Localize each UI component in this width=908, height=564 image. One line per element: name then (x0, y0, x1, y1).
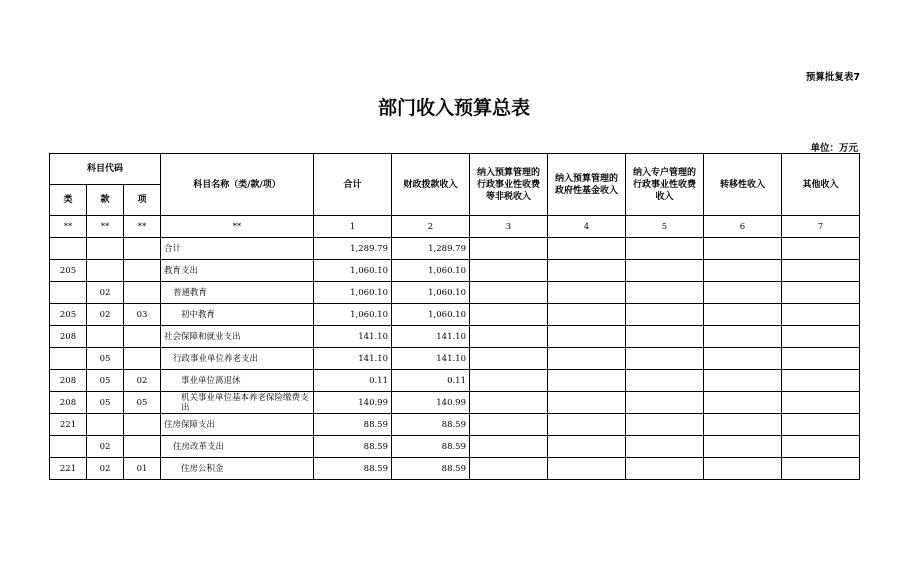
cell-fiscal: 140.99 (392, 392, 470, 414)
cell-col3 (470, 326, 548, 348)
header-col6: 转移性收入 (704, 154, 782, 216)
cell-xiang (124, 326, 161, 348)
cell-fiscal: 141.10 (392, 326, 470, 348)
cell-fiscal: 1,060.10 (392, 282, 470, 304)
table-row (50, 260, 860, 282)
table-row (50, 414, 860, 436)
index-cell: 7 (782, 216, 860, 238)
header-col7: 其他收入 (782, 154, 860, 216)
cell-kuan: 05 (87, 348, 124, 370)
cell-fiscal: 0.11 (392, 370, 470, 392)
cell-col4 (548, 348, 626, 370)
cell-col4 (548, 260, 626, 282)
cell-col6 (704, 304, 782, 326)
cell-lei (50, 238, 87, 260)
cell-name: 住房公积金 (161, 458, 314, 480)
cell-name: 初中教育 (161, 304, 314, 326)
cell-lei: 221 (50, 458, 87, 480)
header-fiscal: 财政拨款收入 (392, 154, 470, 216)
cell-lei: 205 (50, 304, 87, 326)
cell-xiang (124, 414, 161, 436)
cell-col5 (626, 392, 704, 414)
cell-kuan: 05 (87, 370, 124, 392)
cell-name: 事业单位离退休 (161, 370, 314, 392)
budget-table (49, 153, 860, 480)
cell-total: 1,289.79 (314, 238, 392, 260)
cell-col6 (704, 260, 782, 282)
index-cell: 4 (548, 216, 626, 238)
cell-xiang (124, 436, 161, 458)
cell-col3 (470, 414, 548, 436)
index-cell: 5 (626, 216, 704, 238)
cell-xiang (124, 348, 161, 370)
cell-kuan (87, 326, 124, 348)
cell-lei (50, 436, 87, 458)
index-cell: ** (161, 216, 314, 238)
cell-xiang: 03 (124, 304, 161, 326)
cell-col4 (548, 304, 626, 326)
cell-col7 (782, 304, 860, 326)
cell-col4 (548, 458, 626, 480)
index-cell: ** (50, 216, 87, 238)
cell-total: 1,060.10 (314, 304, 392, 326)
cell-xiang (124, 238, 161, 260)
cell-kuan: 02 (87, 282, 124, 304)
cell-col4 (548, 436, 626, 458)
table-row (50, 238, 860, 260)
cell-col6 (704, 458, 782, 480)
cell-total: 141.10 (314, 348, 392, 370)
cell-col6 (704, 392, 782, 414)
cell-total: 88.59 (314, 458, 392, 480)
page-title: 部门收入预算总表 (377, 97, 530, 119)
cell-col3 (470, 436, 548, 458)
cell-col5 (626, 260, 704, 282)
cell-xiang (124, 282, 161, 304)
table-row (50, 392, 860, 414)
cell-col3 (470, 304, 548, 326)
cell-kuan: 02 (87, 436, 124, 458)
cell-fiscal: 1,289.79 (392, 238, 470, 260)
table-row (50, 282, 860, 304)
cell-col5 (626, 436, 704, 458)
header-xiang: 项 (124, 185, 161, 216)
header-col3: 纳入预算管理的行政事业性收费等非税收入 (470, 154, 548, 216)
cell-kuan (87, 260, 124, 282)
index-cell: 6 (704, 216, 782, 238)
cell-col4 (548, 282, 626, 304)
cell-name: 普通教育 (161, 282, 314, 304)
cell-col6 (704, 414, 782, 436)
cell-kuan (87, 414, 124, 436)
cell-lei: 208 (50, 326, 87, 348)
cell-fiscal: 1,060.10 (392, 304, 470, 326)
form-id: 预算批复表7 (805, 72, 860, 83)
cell-xiang: 01 (124, 458, 161, 480)
cell-total: 141.10 (314, 326, 392, 348)
cell-name: 教育支出 (161, 260, 314, 282)
table-row (50, 458, 860, 480)
cell-xiang (124, 260, 161, 282)
cell-col5 (626, 304, 704, 326)
index-cell: 1 (314, 216, 392, 238)
cell-col6 (704, 238, 782, 260)
cell-lei: 205 (50, 260, 87, 282)
index-cell: 2 (392, 216, 470, 238)
index-cell: 3 (470, 216, 548, 238)
cell-col3 (470, 238, 548, 260)
cell-col3 (470, 458, 548, 480)
cell-col4 (548, 326, 626, 348)
cell-col3 (470, 392, 548, 414)
cell-col3 (470, 282, 548, 304)
cell-fiscal: 88.59 (392, 414, 470, 436)
cell-lei: 208 (50, 370, 87, 392)
cell-col4 (548, 238, 626, 260)
cell-col3 (470, 260, 548, 282)
cell-col6 (704, 282, 782, 304)
header-name: 科目名称（类/款/项） (161, 154, 314, 216)
unit-label: 单位：万元 (810, 143, 858, 154)
header-total: 合计 (314, 154, 392, 216)
cell-col7 (782, 260, 860, 282)
header-lei: 类 (50, 185, 87, 216)
cell-col5 (626, 370, 704, 392)
header-col4: 纳入预算管理的政府性基金收入 (548, 154, 626, 216)
cell-name: 住房改革支出 (161, 436, 314, 458)
index-cell: ** (124, 216, 161, 238)
table-row (50, 436, 860, 458)
cell-col7 (782, 458, 860, 480)
cell-kuan: 02 (87, 304, 124, 326)
cell-col4 (548, 414, 626, 436)
cell-name: 住房保障支出 (161, 414, 314, 436)
cell-xiang: 02 (124, 370, 161, 392)
cell-col7 (782, 282, 860, 304)
cell-col5 (626, 282, 704, 304)
index-row (50, 216, 860, 238)
header-col5: 纳入专户管理的行政事业性收费收入 (626, 154, 704, 216)
cell-col7 (782, 238, 860, 260)
cell-col7 (782, 348, 860, 370)
cell-total: 0.11 (314, 370, 392, 392)
cell-col6 (704, 370, 782, 392)
cell-fiscal: 88.59 (392, 458, 470, 480)
cell-lei: 208 (50, 392, 87, 414)
cell-total: 88.59 (314, 414, 392, 436)
cell-total: 1,060.10 (314, 282, 392, 304)
cell-total: 88.59 (314, 436, 392, 458)
cell-col7 (782, 436, 860, 458)
cell-lei (50, 282, 87, 304)
cell-name: 行政事业单位养老支出 (161, 348, 314, 370)
cell-col4 (548, 370, 626, 392)
index-cell: ** (87, 216, 124, 238)
table-row (50, 326, 860, 348)
cell-total: 1,060.10 (314, 260, 392, 282)
table-row (50, 304, 860, 326)
cell-name: 合计 (161, 238, 314, 260)
cell-col5 (626, 414, 704, 436)
cell-col7 (782, 326, 860, 348)
header-kuan: 款 (87, 185, 124, 216)
cell-col7 (782, 392, 860, 414)
cell-col6 (704, 326, 782, 348)
cell-fiscal: 141.10 (392, 348, 470, 370)
cell-kuan (87, 238, 124, 260)
cell-col6 (704, 436, 782, 458)
cell-col7 (782, 370, 860, 392)
cell-col5 (626, 348, 704, 370)
header-code-group: 科目代码 (50, 154, 161, 185)
table-row (50, 370, 860, 392)
cell-col3 (470, 348, 548, 370)
cell-lei (50, 348, 87, 370)
cell-total: 140.99 (314, 392, 392, 414)
cell-col5 (626, 326, 704, 348)
cell-fiscal: 1,060.10 (392, 260, 470, 282)
table-row (50, 348, 860, 370)
cell-col3 (470, 370, 548, 392)
cell-kuan: 05 (87, 392, 124, 414)
cell-lei: 221 (50, 414, 87, 436)
cell-col5 (626, 458, 704, 480)
cell-col5 (626, 238, 704, 260)
cell-name: 社会保障和就业支出 (161, 326, 314, 348)
cell-col4 (548, 392, 626, 414)
cell-col7 (782, 414, 860, 436)
cell-xiang: 05 (124, 392, 161, 414)
cell-col6 (704, 348, 782, 370)
cell-name: 机关事业单位基本养老保险缴费支出 (161, 392, 314, 414)
cell-kuan: 02 (87, 458, 124, 480)
cell-fiscal: 88.59 (392, 436, 470, 458)
